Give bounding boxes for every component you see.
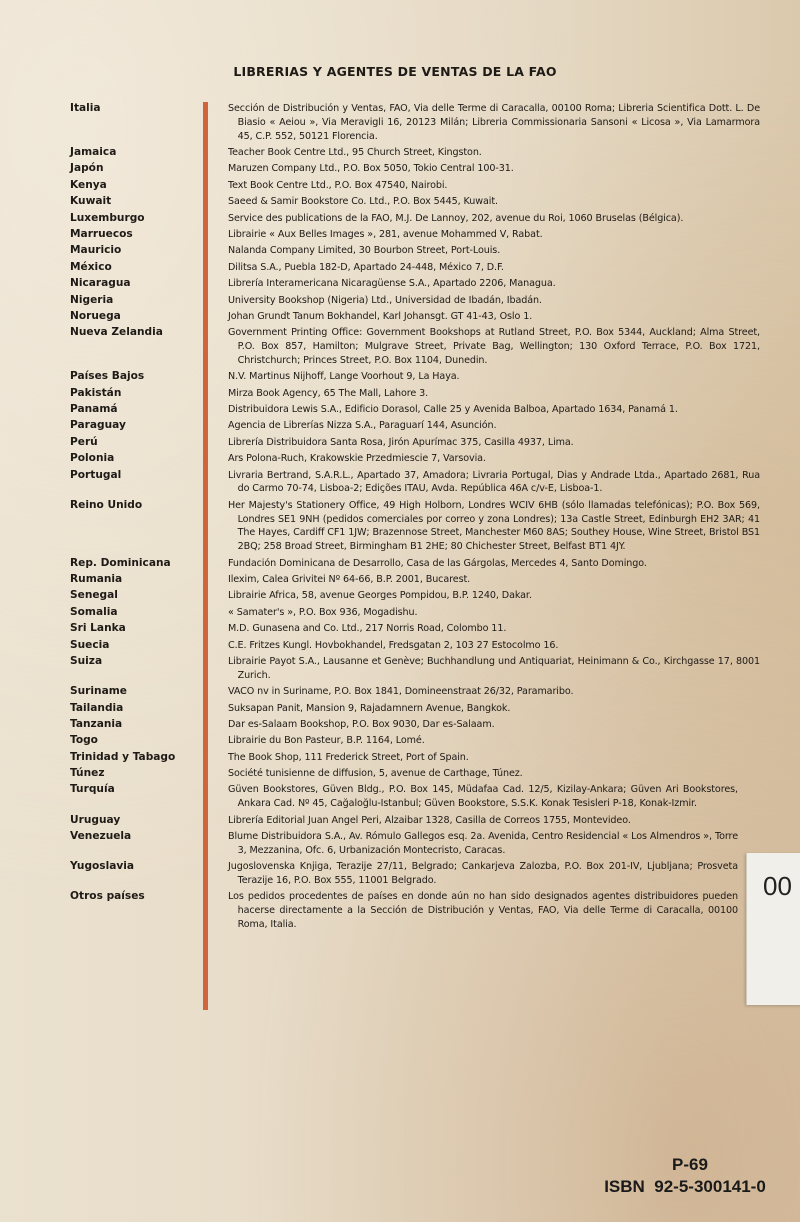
agent-address: Maruzen Company Ltd., P.O. Box 5050, Tokio Central 100-31. [228,163,514,175]
agent-address: VACO nv in Suriname, P.O. Box 1841, Domineenstraat 26/32, Paramaribo. [228,686,574,698]
list-item [70,212,760,226]
list-item [70,767,760,781]
country-name: Somalia [70,605,118,618]
isbn: ISBN 92-5-300141-0 [604,1177,766,1196]
country-name: Sri Lanka [70,622,126,635]
list-item [70,589,760,603]
agent-address: Los pedidos procedentes de países en donde aún no han sido designados agentes distribuidores pueden hacerse directamente a la Sección de Distribución y Ventas, FAO, Via delle Terme di Caracalla, 00100 Roma, Italia. [228,891,738,930]
list-item [70,403,760,417]
agent-address: Government Printing Office: Government Bookshops at Rutland Street, P.O. Box 5344, Auckland; Alma Street, P.O. Box 857, Hamilton; Mulgrave Street, Private Bag, Wellington; 130 Oxford Terrace, P.O. Box 1721, Christchurch; Princes Street, P.O. Box 1104, Dunedin. [228,327,760,366]
agent-address: University Bookshop (Nigeria) Ltd., Universidad de Ibadán, Ibadán. [228,294,542,306]
list-item [70,102,760,143]
agent-address: Librairie Africa, 58, avenue Georges Pompidou, B.P. 1240, Dakar. [228,590,532,602]
agent-address: N.V. Martinus Nijhoff, Lange Voorhout 9, La Haya. [228,371,460,383]
country-name: Túnez [70,767,105,780]
list-item [70,326,760,367]
list-item [70,261,760,275]
list-item [70,639,760,653]
agent-address: Service des publications de la FAO, M.J. De Lannoy, 202, avenue du Roi, 1060 Bruselas (Bélgica). [228,212,684,224]
list-item [70,573,760,587]
country-name: Tanzania [70,717,123,730]
country-name: Kuwait [70,195,112,208]
list-item [70,452,760,466]
list-item [70,179,760,193]
country-name: Polonia [70,452,115,465]
sticker-label: 00 [763,871,792,901]
country-name: Mauricio [70,244,122,257]
agent-address: Dar es-Salaam Bookshop, P.O. Box 9030, Dar es-Salaam. [228,718,495,730]
agent-address: Suksapan Panit, Mansion 9, Rajadamnern Avenue, Bangkok. [228,702,511,714]
list-item [70,228,760,242]
country-name: Kenya [70,178,107,191]
agent-address: Société tunisienne de diffusion, 5, avenue de Carthage, Túnez. [228,768,523,780]
agent-address: Fundación Dominicana de Desarrollo, Casa de las Gárgolas, Mercedes 4, Santo Domingo. [228,557,647,569]
agent-address: Jugoslovenska Knjiga, Terazije 27/11, Belgrado; Cankarjeva Zalozba, P.O. Box 201-IV, Ljubljana; Prosveta Terazije 16, P.O. Box 555, 11001 Belgrado. [228,861,738,887]
country-name: Pakistán [70,386,122,399]
agent-address: Agencia de Librerías Nizza S.A., Paraguarí 144, Asunción. [228,420,497,432]
list-item [70,890,760,931]
country-name: Portugal [70,468,122,481]
country-name: Senegal [70,589,118,602]
list-item [70,162,760,176]
agent-address: Text Book Centre Ltd., P.O. Box 47540, Nairobi. [228,179,448,191]
agent-address: Livraria Bertrand, S.A.R.L., Apartado 37, Amadora; Livraria Portugal, Dias y Andrade Ltda., Apartado 2681, Rua do Carmo 70-74, Lisboa-2; Edições ITAU, Avda. República 46A c/v-E, Lisboa-1. [228,469,760,495]
country-name: Togo [70,734,98,747]
page-code: P-69 [672,1155,708,1174]
agent-address: Blume Distribuidora S.A., Av. Rómulo Gallegos esq. 2a. Avenida, Centro Residencial « Los Almendros », Torre 3, Mezzanina, Ofc. 6, Urbanización Montecristo, Caracas. [228,831,738,856]
list-item [70,860,760,888]
country-name: Otros países [70,890,145,903]
country-name: Paraguay [70,419,126,432]
list-item [70,436,760,450]
list-item [70,499,760,554]
agent-address: Johan Grundt Tanum Bokhandel, Karl Johansgt. GT 41-43, Oslo 1. [228,310,533,322]
country-name: Marruecos [70,227,133,240]
library-sticker [746,853,800,1005]
footer [580,1154,790,1198]
agent-address: Dilitsa S.A., Puebla 182-D, Apartado 24-448, México 7, D.F. [228,261,504,273]
country-name: Luxemburgo [70,211,145,224]
list-item [70,718,760,732]
country-name: Suriname [70,685,127,698]
list-item [70,751,760,765]
country-name: Noruega [70,309,121,322]
agent-address: M.D. Gunasena and Co. Ltd., 217 Norris Road, Colombo 11. [228,623,507,635]
list-item [70,277,760,291]
agent-address: Librería Distribuidora Santa Rosa, Jirón Apurímac 375, Casilla 4937, Lima. [228,436,574,448]
list-item [70,830,760,858]
list-item [70,195,760,209]
country-name: Rep. Dominicana [70,556,171,569]
agent-address: Librería Editorial Juan Angel Peri, Alzaibar 1328, Casilla de Correos 1755, Montevideo. [228,814,631,826]
list-item [70,310,760,324]
agent-address: Ars Polona-Ruch, Krakowskie Przedmiescie 7, Varsovia. [228,453,486,465]
country-name: Nigeria [70,293,114,306]
country-name: Panamá [70,403,118,416]
list-item [70,370,760,384]
agent-address: Librairie « Aux Belles Images », 281, avenue Mohammed V, Rabat. [228,228,543,240]
list-item [70,606,760,620]
country-name: Rumania [70,572,123,585]
country-name: Jamaica [70,145,117,158]
list-item [70,814,760,828]
list-item [70,655,760,683]
list-item [70,685,760,699]
agent-address: Güven Bookstores, Güven Bldg., P.O. Box 145, Müdafaa Cad. 12/5, Kizilay-Ankara; Güven Ari Bookstores, Ankara Cad. Nº 45, Cağaloğlu-Istanbul; Güven Bookstore, S.S.K. Konak Tesisleri P-18, Konak-Izmir. [228,784,738,810]
page-title: LIBRERIAS Y AGENTES DE VENTAS DE LA FAO [233,64,557,79]
agents-list [70,102,760,934]
country-name: Suiza [70,654,103,667]
list-item [70,294,760,308]
agent-address: Her Majesty's Stationery Office, 49 High Holborn, Londres WCIV 6HB (sólo llamadas telefónicas); P.O. Box 569, Londres SE1 9NH (pedidos comerciales por correo y zona Londres); 13a Castle Street, Edinburgh EH2 3AR; 41 The Hayes, Cardiff CF1 1JW; Brazennose Street, Manchester M60 8AS; Southey House, Wine Street, Bristol BS1 2BQ; 258 Broad Street, Birmingham B1 2HE; 80 Chichester Street, Belfast BT1 4JY. [228,499,760,553]
country-name: Venezuela [70,830,132,843]
list-item [70,419,760,433]
agent-address: C.E. Fritzes Kungl. Hovbokhandel, Fredsgatan 2, 103 27 Estocolmo 16. [228,639,559,651]
agent-address: Mirza Book Agency, 65 The Mall, Lahore 3. [228,387,429,399]
country-name: Países Bajos [70,370,145,383]
list-item [70,783,760,811]
agent-address: « Samater's », P.O. Box 936, Mogadishu. [228,606,418,618]
agent-address: Librairie Payot S.A., Lausanne et Genève; Buchhandlung und Antiquariat, Heinimann & Co., Kirchgasse 17, 8001 Zurich. [228,655,760,681]
country-name: Trinidad y Tabago [70,750,176,763]
agent-address: Teacher Book Centre Ltd., 95 Church Street, Kingston. [228,146,482,158]
country-name: México [70,260,112,273]
agent-address: Librairie du Bon Pasteur, B.P. 1164, Lomé. [228,735,425,747]
agent-address: The Book Shop, 111 Frederick Street, Port of Spain. [228,751,469,763]
agent-address: Nalanda Company Limited, 30 Bourbon Street, Port-Louis. [228,245,501,257]
list-item [70,734,760,748]
list-item [70,244,760,258]
country-name: Italia [70,102,101,114]
agent-address: Librería Interamericana Nicaragüense S.A., Apartado 2206, Managua. [228,278,556,290]
country-name: Reino Unido [70,498,143,511]
country-name: Nueva Zelandia [70,326,163,339]
country-name: Nicaragua [70,277,131,290]
list-item [70,622,760,636]
country-name: Japón [70,162,104,175]
country-name: Yugoslavia [70,860,135,873]
country-name: Tailandia [70,701,124,714]
country-name: Perú [70,435,98,448]
list-item [70,146,760,160]
country-name: Turquía [70,783,115,796]
agent-address: Ilexim, Calea Grivitei Nº 64-66, B.P. 2001, Bucarest. [228,573,471,585]
country-name: Uruguay [70,813,121,826]
list-item [70,469,760,497]
agent-address: Sección de Distribución y Ventas, FAO, Via delle Terme di Caracalla, 00100 Roma; Libreria Scientifica Dott. L. De Biasio « Aeiou », Via Meravigli 16, 20123 Milán; Libreria Commissionaria Sansoni « Licosa », Via Lamarmora 45, C.P. 552, 50121 Florencia. [228,103,760,142]
country-name: Suecia [70,638,110,651]
agent-address: Distribuidora Lewis S.A., Edificio Dorasol, Calle 25 y Avenida Balboa, Apartado 1634, Panamá 1. [228,404,678,416]
list-item [70,387,760,401]
list-item [70,557,760,571]
list-item [70,702,760,716]
agent-address: Saeed & Samir Bookstore Co. Ltd., P.O. Box 5445, Kuwait. [228,196,498,208]
